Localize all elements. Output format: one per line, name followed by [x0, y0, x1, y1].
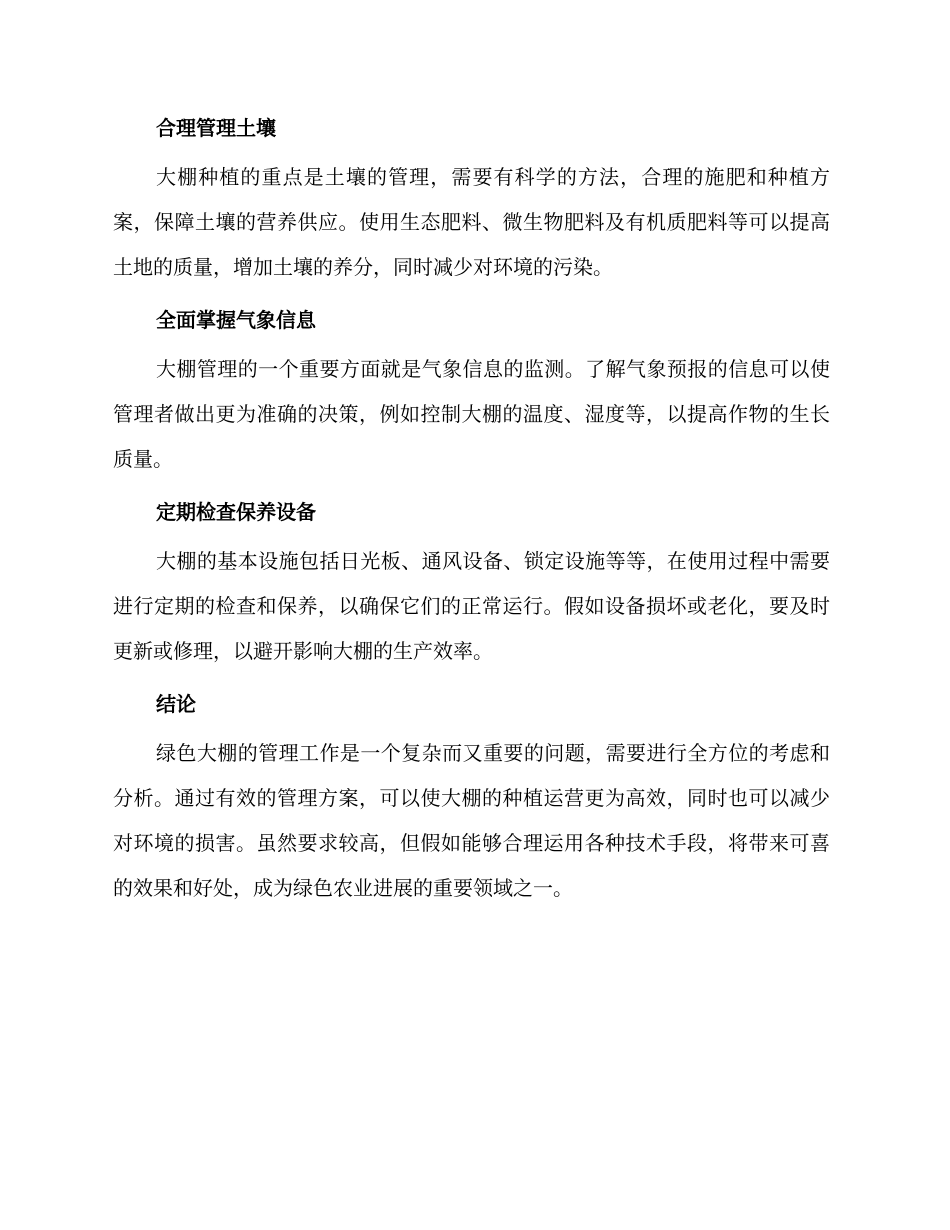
- section-heading: 全面掌握气象信息: [156, 308, 316, 332]
- section-heading: 合理管理土壤: [156, 116, 276, 140]
- section-equipment-maintenance: [113, 494, 830, 674]
- section-conclusion: [113, 686, 830, 911]
- section-heading: 定期检查保养设备: [156, 500, 316, 524]
- section-heading: 结论: [156, 692, 196, 716]
- section-paragraph: 大棚种植的重点是土壤的管理，需要有科学的方法，合理的施肥和种植方案，保障土壤的营养供应。使用生态肥料、微生物肥料及有机质肥料等可以提高土地的质量，增加土壤的养分，同时减少对环境的污染。: [113, 165, 830, 279]
- section-paragraph: 大棚的基本设施包括日光板、通风设备、锁定设施等等，在使用过程中需要进行定期的检查和保养，以确保它们的正常运行。假如设备损坏或老化，要及时更新或修理，以避开影响大棚的生产效率。: [113, 549, 830, 663]
- section-soil-management: [113, 110, 830, 290]
- section-weather-information: [113, 302, 830, 482]
- section-paragraph: 大棚管理的一个重要方面就是气象信息的监测。了解气象预报的信息可以使管理者做出更为准确的决策，例如控制大棚的温度、湿度等，以提高作物的生长质量。: [113, 357, 830, 471]
- section-paragraph: 绿色大棚的管理工作是一个复杂而又重要的问题，需要进行全方位的考虑和分析。通过有效的管理方案，可以使大棚的种植运营更为高效，同时也可以减少对环境的损害。虽然要求较高，但假如能够合理运用各种技术手段，将带来可喜的效果和好处，成为绿色农业进展的重要领域之一。: [113, 741, 830, 900]
